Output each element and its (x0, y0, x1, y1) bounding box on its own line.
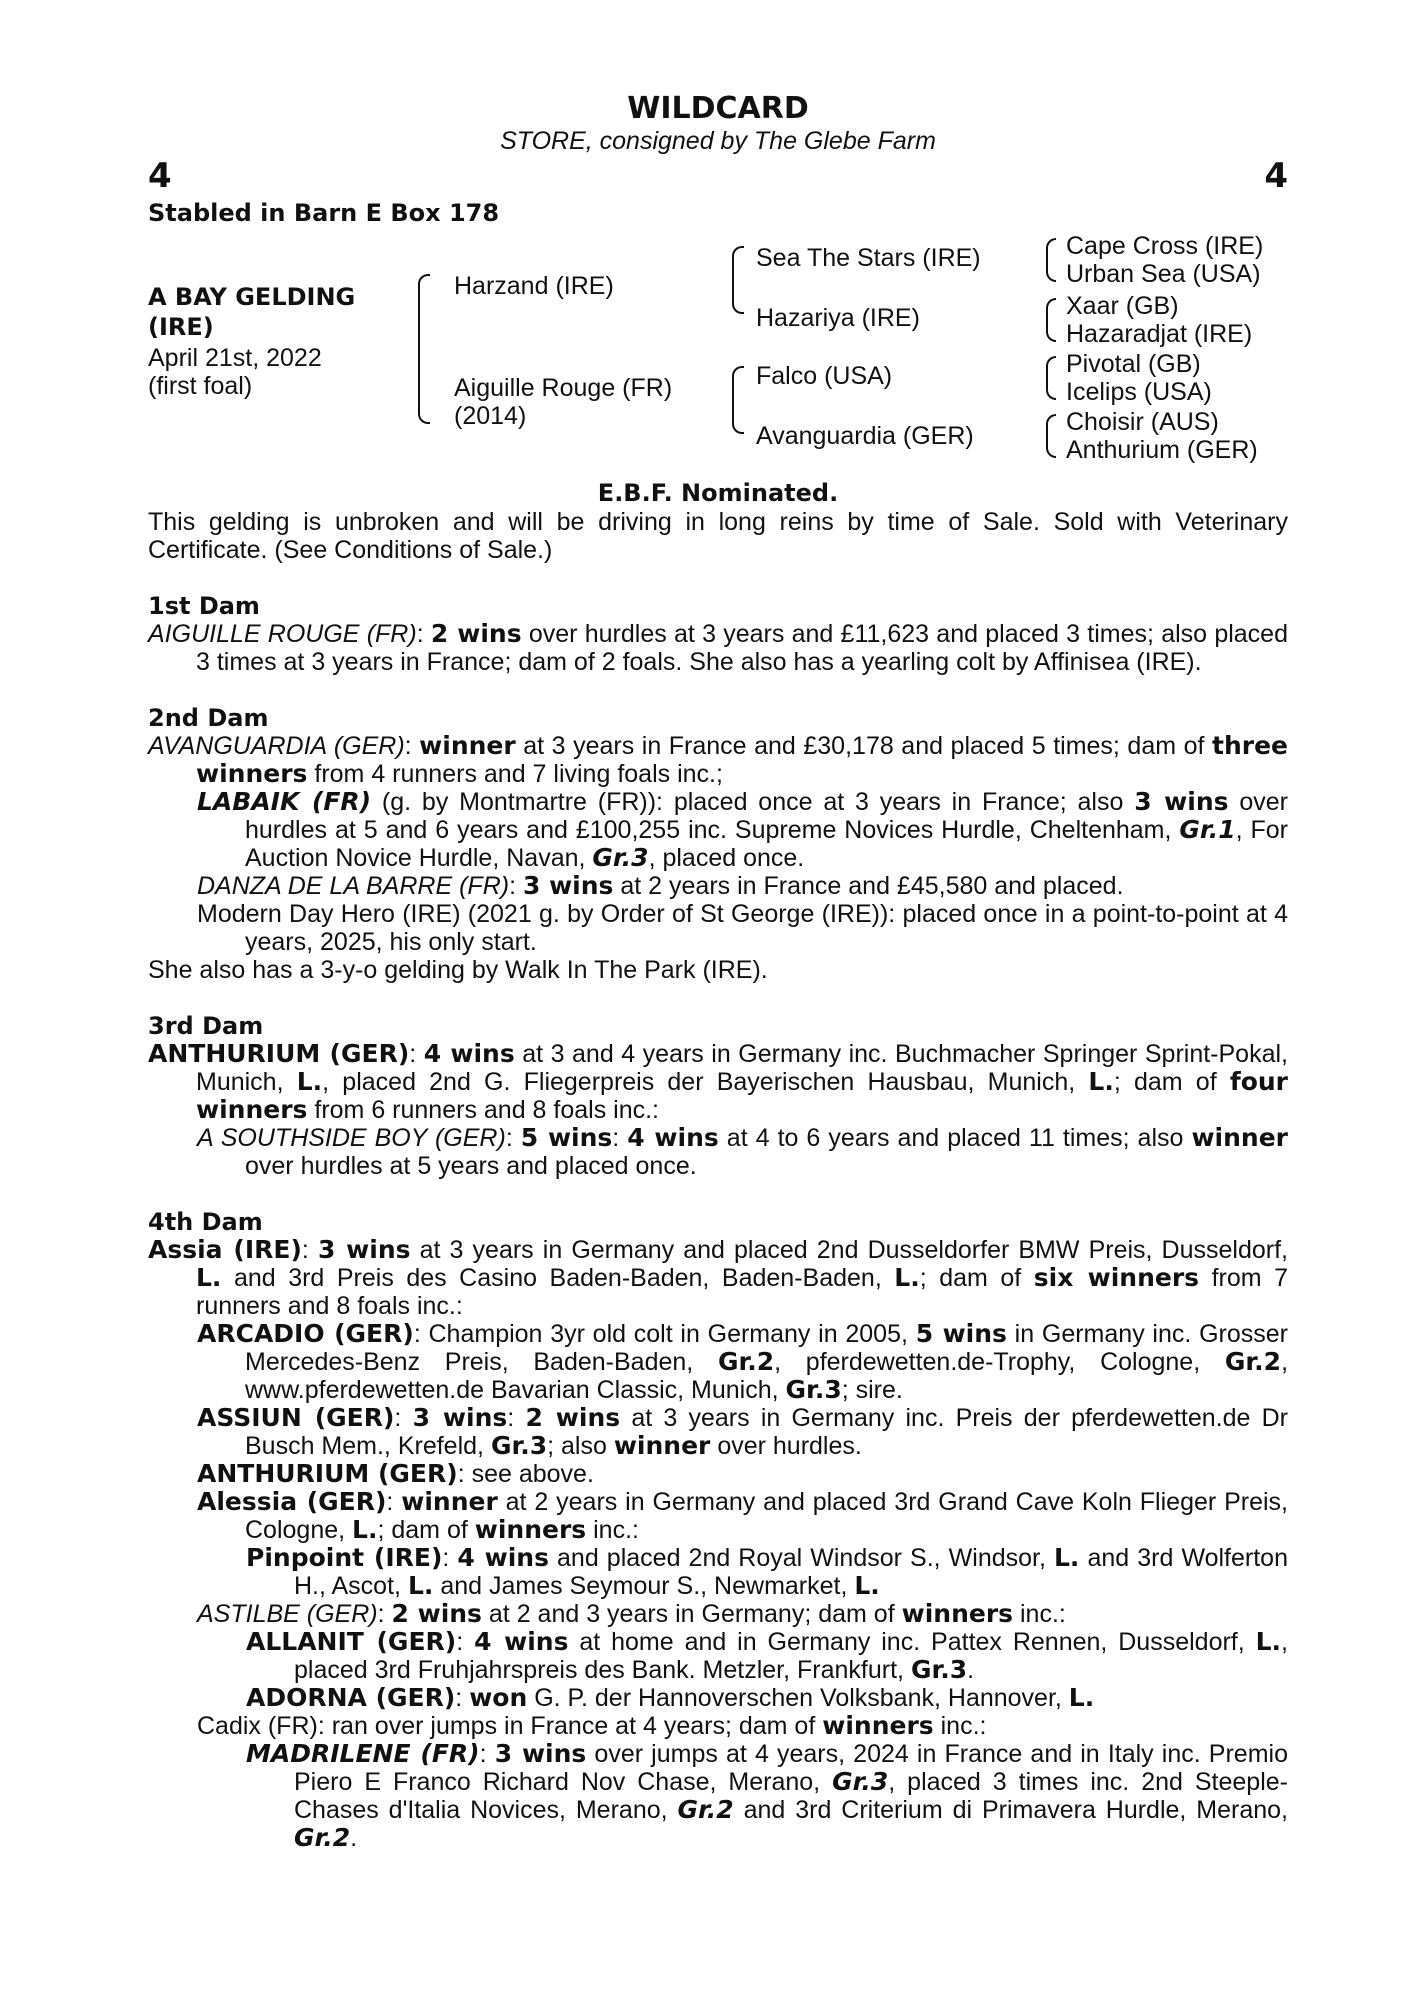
pedigree-g3-5: Pivotal (GB) (1066, 350, 1201, 378)
lot-number-row (148, 156, 1288, 196)
progeny-anthurium: ANTHURIUM (GER): see above. (197, 1459, 594, 1488)
brace-gen3-3 (1046, 356, 1056, 400)
progeny-alessia: Alessia (GER): winner at 2 years in Germany and placed 3rd Grand Cave Koln Flieger Preis, Cologne, L.; dam of winners inc.: (197, 1487, 1288, 1544)
pedigree-dam: Aiguille Rouge (FR) (454, 374, 673, 402)
horse-description: A BAY GELDING (148, 283, 356, 311)
ebf-nominated: E.B.F. Nominated. (597, 479, 839, 507)
first-dam-section (148, 592, 1288, 676)
progeny-allanit: ALLANIT (GER): 4 wins at home and in Germany inc. Pattex Rennen, Dusseldorf, L., placed 3rd Fruhjahrspreis des Bank. Metzler, Frankfurt, Gr.3. (246, 1627, 1288, 1684)
brace-gen3-2 (1046, 298, 1056, 342)
lot-number-left: 4 (148, 156, 172, 196)
pedigree-dam-year: (2014) (454, 402, 527, 430)
second-dam-heading: 2nd Dam (148, 704, 269, 732)
horse-title: WILDCARD (627, 91, 809, 126)
progeny-southside-boy: A SOUTHSIDE BOY (GER): 5 wins: 4 wins at 4 to 6 years and placed 11 times; also winner over hurdles at 5 years and placed once. (197, 1123, 1288, 1180)
progeny-adorna: ADORNA (GER): won G. P. der Hannoverschen Volksbank, Hannover, L. (246, 1683, 1095, 1712)
fourth-dam-entry: Assia (IRE): 3 wins at 3 years in Germany and placed 2nd Dusseldorfer BMW Preis, Dusseldorf, L. and 3rd Preis des Casino Baden-Baden, Baden-Baden, L.; dam of six winners from 7 runners and 8 foals inc.: (148, 1235, 1289, 1320)
foaling-date: April 21st, 2022 (148, 344, 322, 372)
lot-number-right: 4 (1264, 156, 1288, 196)
progeny-labaik: LABAIK (FR) (g. by Montmartre (FR)): placed once at 3 years in France; also 3 wins over hurdles at 5 and 6 years and £100,255 inc. Supreme Novices Hurdle, Cheltenham, Gr.1, For Auction Novice Hurdle, Navan, Gr.3, placed once. (197, 787, 1288, 872)
pedigree-table (148, 232, 1288, 476)
pedigree-g3-8: Anthurium (GER) (1066, 436, 1258, 464)
pedigree-dam-dam: Avanguardia (GER) (756, 422, 974, 450)
second-dam-note: She also has a 3-y-o gelding by Walk In The Park (IRE). (148, 956, 768, 984)
brace-dam-line (732, 366, 744, 434)
foal-note: (first foal) (148, 372, 253, 400)
brace-sire-dam (418, 274, 430, 424)
progeny-madrilene: MADRILENE (FR): 3 wins over jumps at 4 years, 2024 in France and in Italy inc. Premio Piero E Franco Richard Nov Chase, Merano, Gr.3, placed 3 times inc. 2nd Steeple-Chases d'Italia Novices, Merano, Gr.2 and 3rd Criterium di Primavera Hurdle, Merano, Gr.2. (246, 1739, 1288, 1852)
brace-gen3-1 (1046, 238, 1056, 282)
second-dam-entry: AVANGUARDIA (GER): winner at 3 years in France and £30,178 and placed 5 times; dam of three winners from 4 runners and 7 living foals inc.; (148, 731, 1288, 788)
pedigree-sire: Harzand (IRE) (454, 272, 614, 300)
progeny-assiun: ASSIUN (GER): 3 wins: 2 wins at 3 years in Germany inc. Preis der pferdewetten.de Dr Busch Mem., Krefeld, Gr.3; also winner over hurdles. (197, 1403, 1288, 1460)
progeny-modern-day-hero: Modern Day Hero (IRE) (2021 g. by Order of St George (IRE)): placed once in a point-to-point at 4 years, 2025, his only start. (197, 900, 1288, 956)
brace-sire-line (732, 246, 744, 314)
consignor-line: STORE, consigned by The Glebe Farm (500, 127, 936, 155)
second-dam-section (148, 704, 1288, 984)
fourth-dam-heading: 4th Dam (148, 1208, 263, 1236)
progeny-danza: DANZA DE LA BARRE (FR): 3 wins at 2 years in France and £45,580 and placed. (197, 871, 1124, 900)
third-dam-section (148, 1012, 1288, 1180)
third-dam-heading: 3rd Dam (148, 1012, 264, 1040)
pedigree-sire-dam: Hazariya (IRE) (756, 304, 920, 332)
pedigree-g3-3: Xaar (GB) (1066, 292, 1179, 320)
stabling-info: Stabled in Barn E Box 178 (148, 199, 500, 227)
pedigree-g3-4: Hazaradjat (IRE) (1066, 320, 1253, 348)
third-dam-entry: ANTHURIUM (GER): 4 wins at 3 and 4 years in Germany inc. Buchmacher Springer Sprint-Pokal, Munich, L., placed 2nd G. Fliegerpreis der Bayerischen Hausbau, Munich, L.; dam of four winners from 6 runners and 8 foals inc.: (148, 1039, 1289, 1124)
dam-name: AIGUILLE ROUGE (FR) (148, 620, 417, 648)
pedigree-g3-2: Urban Sea (USA) (1066, 260, 1261, 288)
progeny-astilbe: ASTILBE (GER): 2 wins at 2 and 3 years in Germany; dam of winners inc.: (197, 1599, 1066, 1628)
pedigree-g3-6: Icelips (USA) (1066, 378, 1212, 406)
sale-note: This gelding is unbroken and will be driving in long reins by time of Sale. Sold with Veterinary Certificate. (See Conditions of Sale.) (148, 508, 1288, 564)
pedigree-g3-1: Cape Cross (IRE) (1066, 232, 1264, 260)
progeny-arcadio: ARCADIO (GER): Champion 3yr old colt in Germany in 2005, 5 wins in Germany inc. Grosser Mercedes-Benz Preis, Baden-Baden, Gr.2, pferdewetten.de-Trophy, Cologne, Gr.2, www.pferdewetten.de Bavarian Classic, Munich, Gr.3; sire. (197, 1319, 1289, 1404)
first-dam-heading: 1st Dam (148, 592, 260, 620)
pedigree-sire-sire: Sea The Stars (IRE) (756, 244, 981, 272)
progeny-cadix: Cadix (FR): ran over jumps in France at 4 years; dam of winners inc.: (197, 1711, 987, 1740)
pedigree-g3-7: Choisir (AUS) (1066, 408, 1219, 436)
first-dam-entry: AIGUILLE ROUGE (FR): 2 wins over hurdles at 3 years and £11,623 and placed 3 times; also placed 3 times at 3 years in France; dam of 2 foals. She also has a yearling colt by Affinisea (IRE). (148, 619, 1288, 676)
brace-gen3-4 (1046, 414, 1056, 458)
horse-country: (IRE) (148, 313, 214, 341)
progeny-pinpoint: Pinpoint (IRE): 4 wins and placed 2nd Royal Windsor S., Windsor, L. and 3rd Wolferton H., Ascot, L. and James Seymour S., Newmarket, L. (246, 1543, 1288, 1600)
fourth-dam-section (148, 1208, 1288, 1852)
catalogue-page (148, 92, 1288, 1852)
pedigree-dam-sire: Falco (USA) (756, 362, 893, 390)
